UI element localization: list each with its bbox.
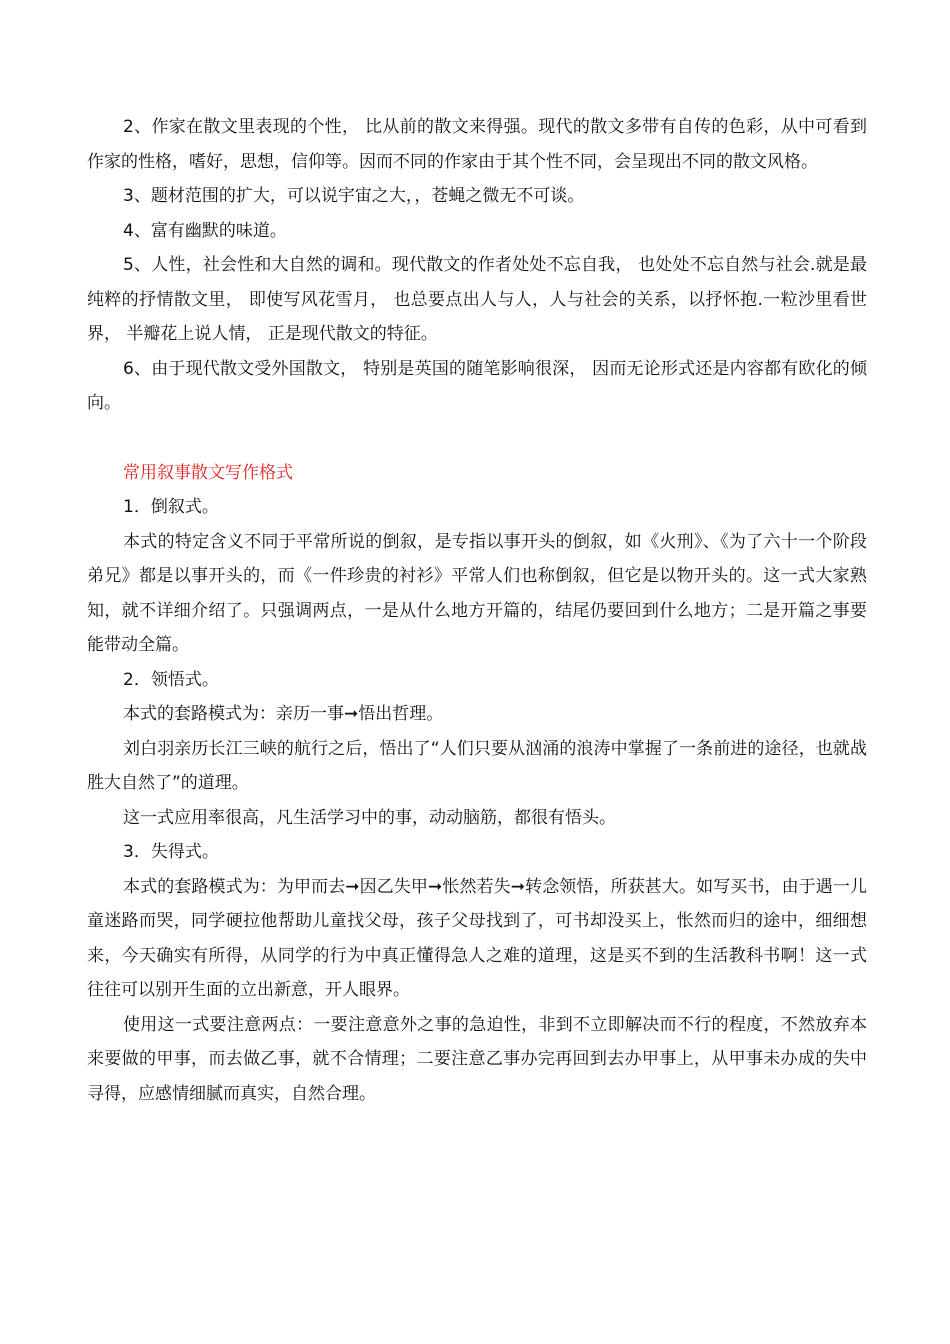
format-2-note: 这一式应用率很高，凡生活学习中的事，动动脑筋，都很有悟头。 bbox=[123, 807, 616, 828]
format-1-description: 本式的特定含义不同于平常所说的倒叙，是专指以事开头的倒叙，如《火刑》、《为了六十一个阶段弟兄》都是以事开头的，而《一件珍贵的衬衫》平常人们也称倒叙，但它是以物开头的。这一式大家熟知，就不详细介绍了。只强调两点，一是从什么地方开篇的，结尾仍要回到什么地方；二是开篇之事要能带动全篇。 bbox=[87, 531, 867, 655]
feature-6-paragraph: 6、由于现代散文受外国散文， 特别是英国的随笔影响很深， 因而无论形式还是内容都有欧化的倾向。 bbox=[87, 358, 867, 413]
format-3-note: 使用这一式要注意两点：一要注意意外之事的急迫性，非到不立即解决而不行的程度，不然放弃本来要做的甲事，而去做乙事，就不合情理；二要注意乙事办完再回到去办甲事上，从甲事未办成的失中寻得，应感情细腻而真实，自然合理。 bbox=[87, 1014, 867, 1104]
feature-3-paragraph: 3、题材范围的扩大，可以说宇宙之大，，苍蝇之微无不可谈。 bbox=[123, 186, 585, 206]
feature-5-paragraph: 5、人性，社会性和大自然的调和。现代散文的作者处处不忘自我， 也处处不忘自然与社会.就是最纯粹的抒情散文里， 即使写风花雪月， 也总要点出人与人，人与社会的关系，以抒怀抱.一粒沙里看世界， 半瓣花上说人情， 正是现代散文的特征。 bbox=[87, 255, 867, 344]
format-3-title: 3．失得式。 bbox=[123, 842, 219, 862]
format-2-pattern: 本式的套路模式为：亲历一事➞悟出哲理。 bbox=[123, 704, 444, 724]
document-page bbox=[87, 110, 867, 1111]
section-gap bbox=[87, 421, 867, 456]
section-heading: 常用叙事散文写作格式 bbox=[123, 462, 293, 483]
features-section bbox=[87, 110, 867, 421]
format-2-title: 2．领悟式。 bbox=[123, 669, 219, 690]
format-1-title: 1．倒叙式。 bbox=[123, 497, 219, 517]
feature-2-paragraph: 2、作家在散文里表现的个性， 比从前的散文来得强。现代的散文多带有自传的色彩，从中可看到作家的性格，嗜好，思想，信仰等。因而不同的作家由于其个性不同，会呈现出不同的散文风格。 bbox=[87, 117, 867, 172]
format-2-example: 刘白羽亲历长江三峡的航行之后，悟出了“人们只要从汹涌的浪涛中掌握了一条前进的途径，也就战胜大自然了”的道理。 bbox=[87, 738, 867, 793]
feature-4-paragraph: 4、富有幽默的味道。 bbox=[123, 220, 287, 241]
narrative-formats-section bbox=[87, 456, 867, 1112]
format-3-pattern: 本式的套路模式为：为甲而去➞因乙失甲➞怅然若失➞转念领悟，所获甚大。如写买书，由于遇一儿童迷路而哭，同学硬拉他帮助儿童找父母，孩子父母找到了，可书却没买上，怅然而归的途中，细细想来，今天确实有所得，从同学的行为中真正懂得急人之难的道理，这是买不到的生活教科书啊！这一式往往可以别开生面的立出新意，开人眼界。 bbox=[87, 876, 867, 1000]
